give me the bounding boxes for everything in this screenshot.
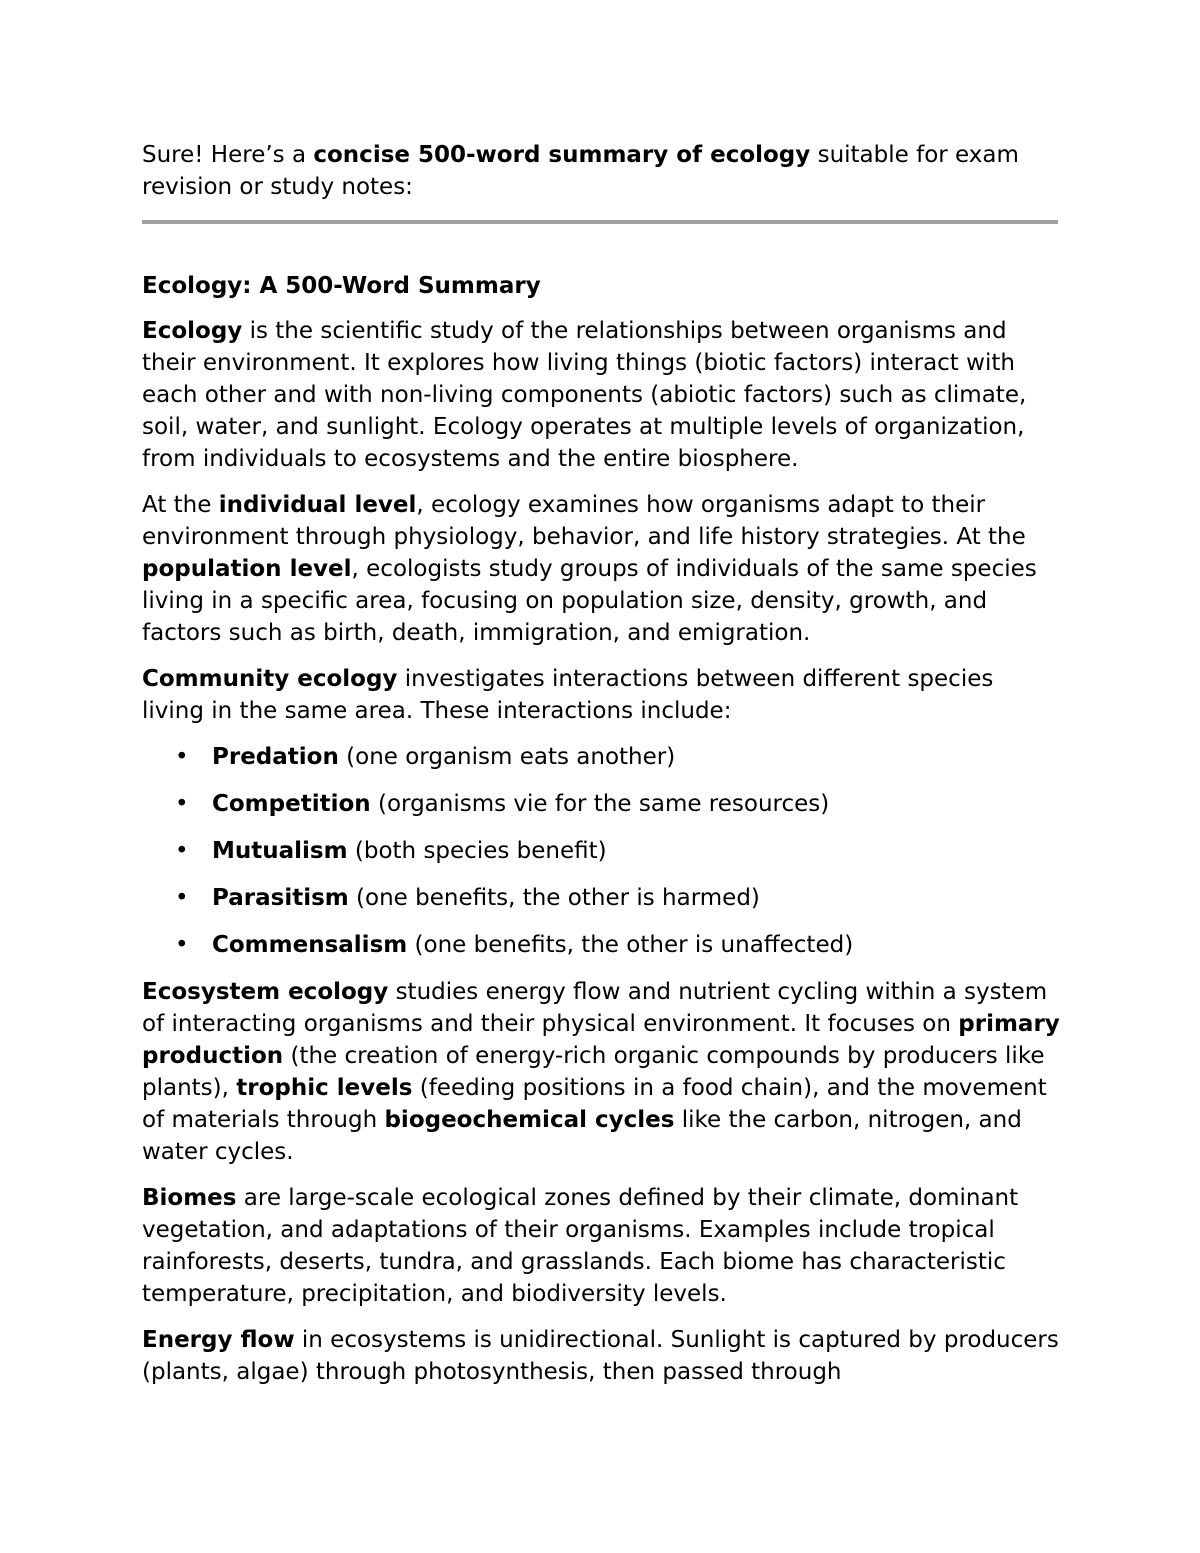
list-item [142,929,1062,961]
paragraph-text: (feeding positions in a food chain), and the movement of materials through [142,1075,1047,1133]
bold-term: Predation [212,744,339,770]
paragraph-text: studies energy flow and nutrient cycling within a system of interacting organisms and their physical environment. It focuses on [142,979,1048,1037]
bullet-icon: • [175,932,189,958]
list-item-text: (one organism eats another) [338,744,676,770]
intro-text-pre: Sure! Here’s a [142,142,314,168]
bold-term: Mutualism [212,838,348,864]
bold-term: population level [142,556,352,582]
bold-term: Parasitism [212,885,349,911]
intro-text-post: suitable for exam revision or study notes: [142,142,1019,200]
bullet-icon: • [175,838,189,864]
bold-term: Ecosystem ecology [142,979,389,1005]
bold-term: Competition [212,791,371,817]
bold-term: Biomes [142,1185,237,1211]
paragraph-text: are large-scale ecological zones defined by their climate, dominant vegetation, and adaptations of their organisms. Examples include tropical rainforests, deserts, tundra, and grasslands. Each biome has characteristic temperature, precipitation, and biodiversity levels. [142,1185,1019,1307]
list-item-text: (one benefits, the other is harmed) [348,885,760,911]
list-item-text: (one benefits, the other is unaffected) [407,932,854,958]
bullet-icon: • [175,885,189,911]
list-item-text: (both species benefit) [347,838,607,864]
bold-term: Ecology [142,318,243,344]
paragraph-text: in ecosystems is unidirectional. Sunlight is captured by producers (plants, algae) through photosynthesis, then passed through [142,1327,1059,1385]
list-item-text: (organisms vie for the same resources) [370,791,830,817]
paragraph-text: At the [142,492,219,518]
paragraph-levels [142,489,1062,649]
list-item [142,788,1062,820]
bullet-icon: • [175,744,189,770]
bold-term: Energy flow [142,1327,295,1353]
bold-term: Commensalism [212,932,408,958]
list-item [142,882,1062,914]
paragraph-biomes [142,1182,1062,1310]
paragraph-text: , ecologists study groups of individuals of the same species living in a specific area, focusing on population size, density, growth, and factors such as birth, death, immigration, and emigration. [142,556,1037,646]
paragraph-text: like the carbon, nitrogen, and water cycles. [142,1107,1022,1165]
horizontal-divider [142,220,1058,224]
intro-paragraph [142,139,1062,203]
paragraph-ecology-definition [142,315,1062,475]
interactions-list [142,741,1062,961]
paragraph-community [142,663,1062,727]
bold-term: primary production [142,1011,1060,1069]
paragraph-ecosystem [142,976,1062,1168]
document-heading: Ecology: A 500-Word Summary [142,273,541,299]
paragraph-text: investigates interactions between different species living in the same area. These interactions include: [142,666,994,724]
bold-term: biogeochemical cycles [384,1107,675,1133]
bold-term: individual level [218,492,417,518]
list-item [142,741,1062,773]
list-item [142,835,1062,867]
bold-term: Community ecology [142,666,398,692]
paragraph-text: , ecology examines how organisms adapt to their environment through physiology, behavior, and life history strategies. At the [142,492,1026,550]
bullet-icon: • [175,791,189,817]
intro-text-bold: concise 500-word summary of ecology [313,142,811,168]
paragraph-energy-flow [142,1324,1062,1388]
paragraph-text: (the creation of energy-rich organic compounds by producers like plants), [142,1043,1045,1101]
paragraph-text: is the scientific study of the relationships between organisms and their environment. It explores how living things (biotic factors) interact with each other and with non-living components (abiotic factors) such as climate, soil, water, and sunlight. Ecology operates at multiple levels of organization, from individuals to ecosystems and the entire biosphere. [142,318,1027,472]
document-page [142,139,1062,1402]
bold-term: trophic levels [236,1075,413,1101]
